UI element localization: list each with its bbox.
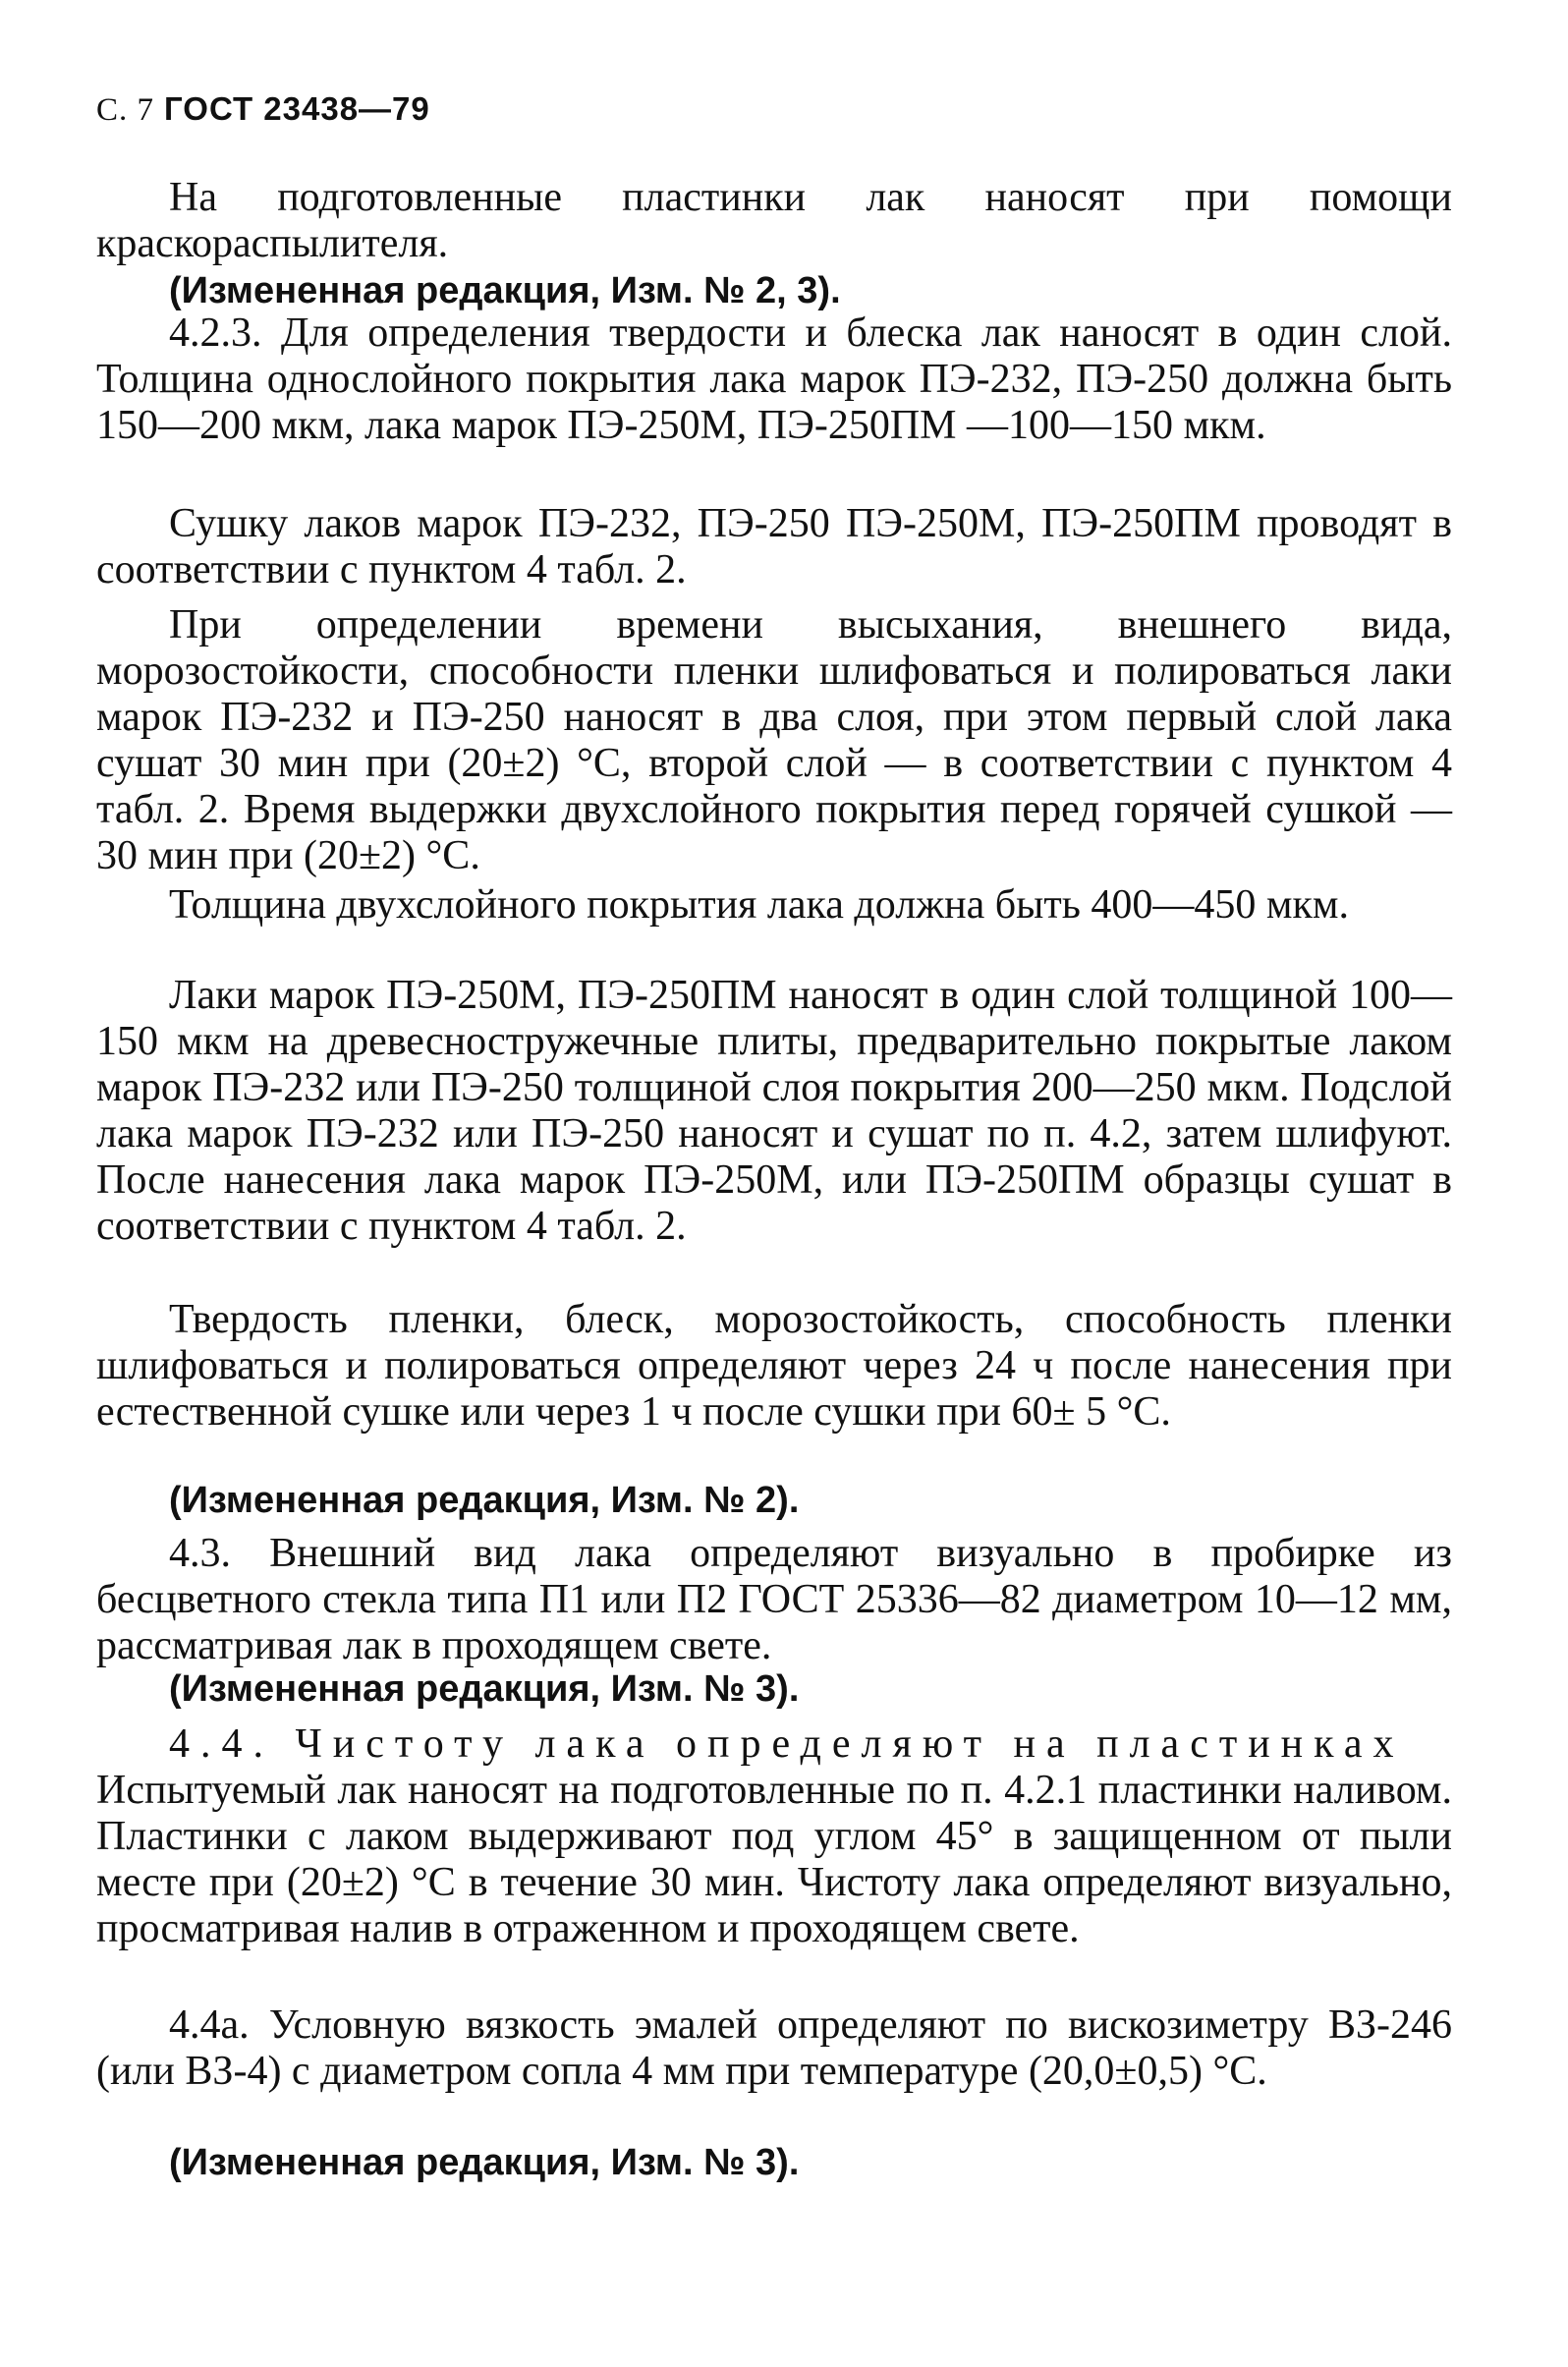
amendment-note-2: (Измененная редакция, Изм. № 2). bbox=[169, 1480, 800, 1521]
amendment-note-3b: (Измененная редакция, Изм. № 3). bbox=[169, 2142, 800, 2183]
amendment-note-2-3: (Измененная редакция, Изм. № 2, 3). bbox=[169, 270, 841, 311]
page-number: С. 7 bbox=[96, 92, 155, 128]
paragraph-4-3: 4.3. Внешний вид лака определяют визуально в пробирке из бесцветного стекла типа П1 или П2 ГОСТ 25336—82 диаметром 10—12 мм, рассматривая лак в проходящем свете. bbox=[96, 1531, 1452, 1668]
page-header bbox=[96, 90, 430, 129]
paragraph-single-layer: Лаки марок ПЭ-250М, ПЭ-250ПМ наносят в один слой толщиной 100—150 мкм на древесностружечные плиты, предварительно покрытые лаком марок ПЭ-232 или ПЭ-250 толщиной слоя покрытия 200—250 мкм. Подслой лака марок ПЭ-232 или ПЭ-250 наносят и сушат по п. 4.2, затем шлифуют. После нанесения лака марок ПЭ-250М, или ПЭ-250ПМ образцы сушат в соответствии с пунктом 4 табл. 2. bbox=[96, 973, 1452, 1249]
paragraph-two-layers: При определении времени высыхания, внешнего вида, морозостойкости, способности пленки шлифоваться и полироваться лаки марок ПЭ-232 и ПЭ-250 наносят в два слоя, при этом первый слой лака сушат 30 мин при (20±2) °С, второй слой — в соответствии с пунктом 4 табл. 2. Время выдержки двухслойного покрытия перед горячей сушкой — 30 мин при (20±2) °С. bbox=[96, 602, 1452, 878]
paragraph-hardness-gloss: Твердость пленки, блеск, морозостойкость, способность пленки шлифоваться и полироваться определяют через 24 ч после нанесения при естественной сушке или через 1 ч после сушки при 60± 5 °С. bbox=[96, 1297, 1452, 1435]
paragraph-two-layer-thickness: Толщина двухслойного покрытия лака должна быть 400—450 мкм. bbox=[169, 882, 1349, 928]
paragraph-drying: Сушку лаков марок ПЭ-232, ПЭ-250 ПЭ-250М, ПЭ-250ПМ проводят в соответствии с пунктом 4 табл. 2. bbox=[96, 501, 1452, 592]
paragraph-4-2-3: 4.2.3. Для определения твердости и блеска лак наносят в один слой. Толщина однослойного покрытия лака марок ПЭ-232, ПЭ-250 должна быть 150—200 мкм, лака марок ПЭ-250М, ПЭ-250ПМ —100—150 мкм. bbox=[96, 310, 1452, 448]
paragraph-4-4a: 4.4а. Условную вязкость эмалей определяют по вискозиметру ВЗ-246 (или ВЗ-4) с диаметром сопла 4 мм при температуре (20,0±0,5) °С. bbox=[96, 2002, 1452, 2094]
amendment-note-3a: (Измененная редакция, Изм. № 3). bbox=[169, 1668, 800, 1710]
paragraph-4-4-body: Испытуемый лак наносят на подготовленные по п. 4.2.1 пластинки наливом. Пластинки с лаком выдерживают под углом 45° в защищенном от пыли месте при (20±2) °С в течение 30 мин. Чистоту лака определяют визуально, просматривая налив в отраженном и проходящем свете. bbox=[96, 1768, 1452, 1951]
paragraph-spray-application: На подготовленные пластинки лак наносят при помощи краскораспылителя. bbox=[96, 175, 1452, 266]
paragraph-4-4-heading: 4.4. Чистоту лака определяют на пластинках bbox=[169, 1721, 1405, 1767]
standard-designation: ГОСТ 23438—79 bbox=[164, 90, 430, 127]
